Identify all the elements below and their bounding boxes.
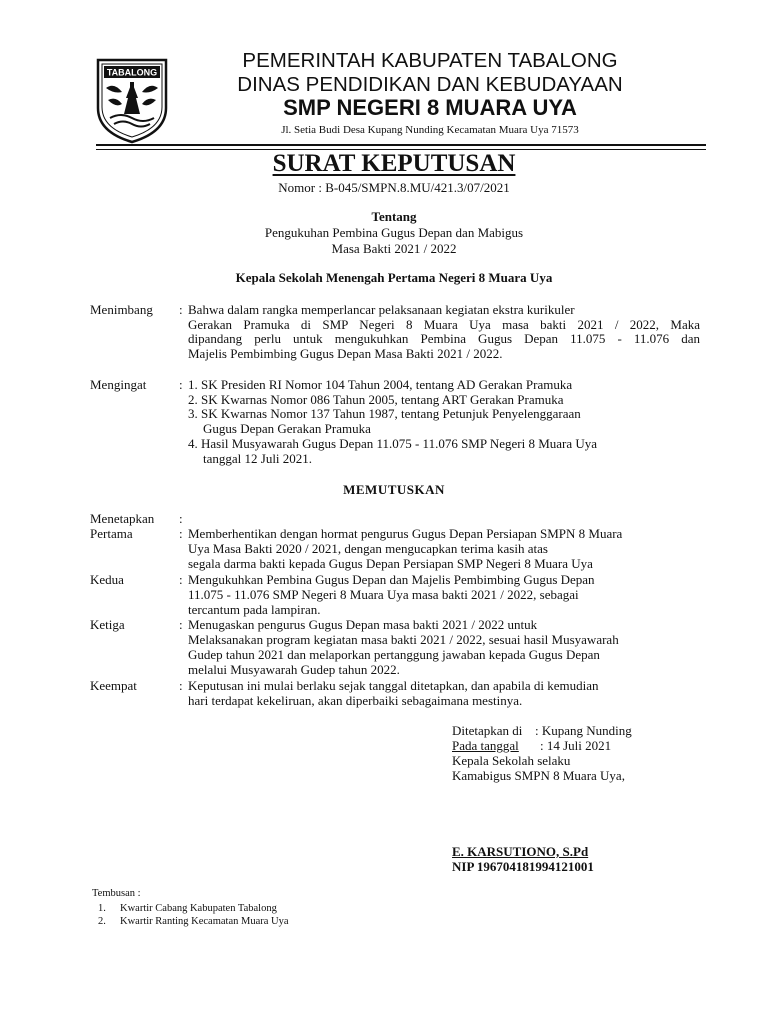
recalling-label: Mengingat bbox=[90, 377, 147, 392]
government-name: PEMERINTAH KABUPATEN TABALONG bbox=[242, 49, 618, 72]
recalling-item-cont: tanggal 12 Juli 2021. bbox=[203, 451, 313, 466]
third-line: Gudep tahun 2021 dan melaporkan pertanggung jawaban kepada Gugus Depan bbox=[188, 647, 600, 662]
subject-line: Masa Bakti 2021 / 2022 bbox=[331, 241, 457, 256]
subject-line: Pengukuhan Pembina Gugus Depan dan Mabigus bbox=[264, 225, 524, 240]
third-line: melalui Musyawarah Gudep tahun 2022. bbox=[188, 662, 400, 677]
signature-date-line bbox=[452, 738, 626, 754]
signatory-name: E. KARSUTIONO, S.Pd bbox=[452, 844, 589, 859]
considering-line: Majelis Pembimbing Gugus Depan Masa Bakti 2021 / 2022. bbox=[188, 346, 503, 361]
recalling-item: 3. SK Kwarnas Nomor 137 Tahun 1987, tentang Petunjuk Penyelenggaraan bbox=[188, 406, 581, 421]
considering-line: Bahwa dalam rangka memperlancar pelaksanaan kegiatan ekstra kurikuler bbox=[188, 302, 575, 317]
first-line: Uya Masa Bakti 2020 / 2021, dengan mengucapkan terima kasih atas bbox=[188, 541, 548, 556]
school-address: Jl. Setia Budi Desa Kupang Nunding Kecamatan Muara Uya 71573 bbox=[281, 124, 579, 136]
third-line: Menugaskan pengurus Gugus Depan masa bakti 2021 / 2022 untuk bbox=[188, 617, 538, 632]
fourth-label: Keempat bbox=[90, 678, 137, 693]
first-label: Pertama bbox=[90, 526, 133, 541]
colon: : bbox=[179, 617, 183, 632]
first-line: Memberhentikan dengan hormat pengurus Gugus Depan Persiapan SMPN 8 Muara bbox=[188, 526, 623, 541]
copies-item-number: 2. bbox=[98, 916, 106, 927]
copies-item: Kwartir Cabang Kabupaten Tabalong bbox=[120, 903, 277, 914]
recalling-item-cont: Gugus Depan Gerakan Pramuka bbox=[203, 421, 371, 436]
copies-item: Kwartir Ranting Kecamatan Muara Uya bbox=[120, 916, 289, 927]
second-line: 11.075 - 11.076 SMP Negeri 8 Muara Uya masa bakti 2021 / 2022, sebagai bbox=[188, 587, 579, 602]
second-line: tercantum pada lampiran. bbox=[188, 602, 321, 617]
issuer-heading: Kepala Sekolah Menengah Pertama Negeri 8 Muara Uya bbox=[235, 270, 553, 285]
recalling-item: 2. SK Kwarnas Nomor 086 Tahun 2005, tentang ART Gerakan Pramuka bbox=[188, 392, 564, 407]
emblem-text: TABALONG bbox=[106, 67, 158, 78]
considering-line: Gerakan Pramuka di SMP Negeri 8 Muara Uya masa bakti 2021 / 2022, Maka bbox=[188, 317, 700, 332]
letterhead-rule-thick bbox=[96, 144, 706, 146]
signatory-nip: NIP 196704181994121001 bbox=[452, 859, 594, 874]
department-name: DINAS PENDIDIKAN DAN KEBUDAYAAN bbox=[237, 73, 623, 96]
considering-label: Menimbang bbox=[90, 302, 153, 317]
colon: : bbox=[179, 572, 183, 587]
signature-date-label: Pada tanggal bbox=[452, 738, 519, 753]
tabalong-regency-emblem-icon bbox=[92, 52, 172, 144]
colon: : bbox=[179, 511, 183, 526]
copies-heading: Tembusan : bbox=[92, 888, 141, 899]
colon: : bbox=[179, 678, 183, 693]
recalling-item: 4. Hasil Musyawarah Gugus Depan 11.075 - 11.076 SMP Negeri 8 Muara Uya bbox=[188, 436, 598, 451]
second-label: Kedua bbox=[90, 572, 124, 587]
signature-place-value: : Kupang Nunding bbox=[535, 723, 632, 738]
school-name: SMP NEGERI 8 MUARA UYA bbox=[283, 95, 577, 120]
establish-label: Menetapkan bbox=[90, 511, 155, 526]
recalling-item: 1. SK Presiden RI Nomor 104 Tahun 2004, tentang AD Gerakan Pramuka bbox=[188, 377, 573, 392]
document-number: Nomor : B-045/SMPN.8.MU/421.3/07/2021 bbox=[278, 180, 510, 195]
signature-role: Kepala Sekolah selaku bbox=[452, 753, 571, 768]
about-label: Tentang bbox=[371, 209, 417, 224]
fourth-line: hari terdapat kekeliruan, akan diperbaiki sebagaimana mestinya. bbox=[188, 693, 523, 708]
signature-date-value: : 14 Juli 2021 bbox=[540, 738, 612, 753]
decide-heading: MEMUTUSKAN bbox=[343, 482, 445, 497]
document-title: SURAT KEPUTUSAN bbox=[272, 150, 516, 177]
colon: : bbox=[179, 526, 183, 541]
third-label: Ketiga bbox=[90, 617, 125, 632]
fourth-line: Keputusan ini mulai berlaku sejak tanggal ditetapkan, dan apabila di kemudian bbox=[188, 678, 599, 693]
signature-place-label: Ditetapkan di bbox=[452, 723, 523, 738]
colon: : bbox=[179, 377, 183, 392]
third-line: Melaksanakan program kegiatan masa bakti 2021 / 2022, sesuai hasil Musyawarah bbox=[188, 632, 619, 647]
colon: : bbox=[179, 302, 183, 317]
signature-role: Kamabigus SMPN 8 Muara Uya, bbox=[452, 768, 625, 783]
considering-line: dipandang perlu untuk mengukuhkan Pembina Gugus Depan 11.075 - 11.076 dan bbox=[188, 331, 700, 346]
second-line: Mengukuhkan Pembina Gugus Depan dan Majelis Pembimbing Gugus Depan bbox=[188, 572, 595, 587]
first-line: segala darma bakti kepada Gugus Depan Persiapan SMP Negeri 8 Muara Uya bbox=[188, 556, 593, 571]
copies-item-number: 1. bbox=[98, 903, 106, 914]
